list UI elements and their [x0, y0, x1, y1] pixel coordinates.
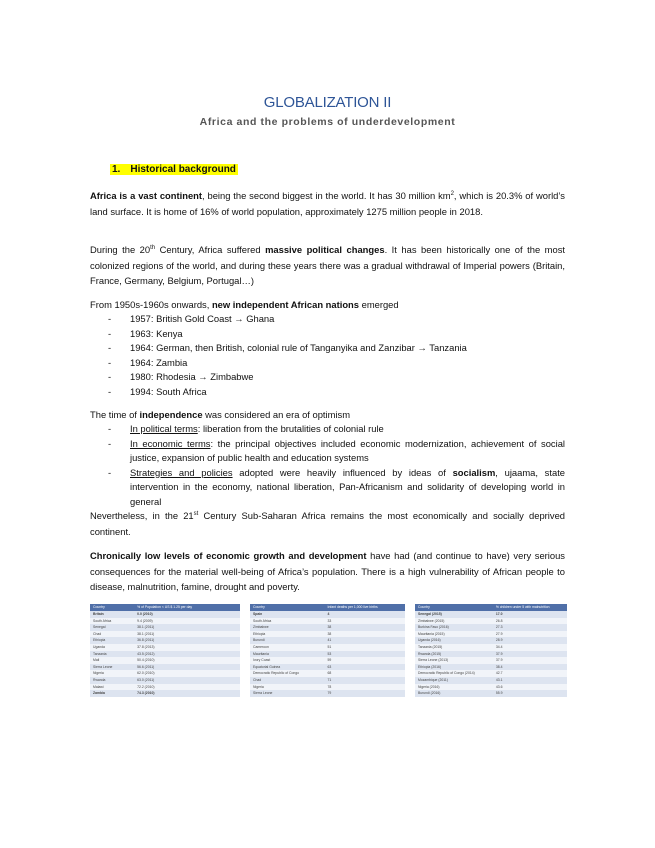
- table-cell-value: 79: [325, 690, 405, 697]
- table-cell-country: Spain: [250, 611, 325, 618]
- table-row: [90, 677, 240, 684]
- table-row: [250, 651, 405, 658]
- table-row: [250, 684, 405, 691]
- table-cell-value: 4: [325, 611, 405, 618]
- list-item-text: 1963: Kenya: [130, 327, 183, 339]
- table-cell-country: Rwanda: [90, 677, 134, 684]
- table-row: [90, 637, 240, 644]
- paragraph-21st-century: [90, 508, 565, 539]
- table-cell-value: 36.8 (2011): [134, 637, 240, 644]
- table-row: [250, 690, 405, 697]
- table-cell-country: Chad: [90, 631, 134, 638]
- list-item-text: 1957: British Gold Coast → Ghana: [130, 313, 275, 324]
- independence-list: [90, 312, 565, 399]
- table-cell-country: Nigeria: [90, 670, 134, 677]
- table-cell-country: Ethiopia: [90, 637, 134, 644]
- optimism-list: [90, 422, 565, 509]
- table-row: [90, 664, 240, 671]
- table-cell-value: 55.9: [493, 690, 567, 697]
- table-row: [250, 670, 405, 677]
- table-cell-country: Uganda: [90, 644, 134, 651]
- table-row: [90, 690, 240, 697]
- table-cell-value: 38: [325, 631, 405, 638]
- table-cell-country: Nigeria: [250, 684, 325, 691]
- underlined-term: In political terms: [130, 423, 198, 434]
- table-row: [250, 657, 405, 664]
- text: Nevertheless, in the 21: [90, 510, 194, 521]
- text: . It has been historically one of the most colonized regions of the world, and during these years there was a gradual withdrawal of Imperial powers (Britain, France, Germany, Belgium, Portugal…): [90, 244, 565, 286]
- bold-phrase: massive political changes: [265, 244, 385, 255]
- list-item-text: , ujaama, state intervention in the economy, national liberation, Pan-Africanism and solidarity of developing world in general: [130, 466, 566, 507]
- table-cell-country: Democratic Republic of Congo: [250, 670, 325, 677]
- table-cell-value: 68: [325, 670, 405, 677]
- table-cell-country: Zambia: [90, 690, 134, 697]
- table-cell-value: 28.9: [493, 637, 567, 644]
- text: Century, Africa suffered: [155, 244, 266, 255]
- table-cell-value: 53: [325, 651, 405, 658]
- paragraph-independence: [90, 407, 565, 423]
- table-cell-country: Britain: [90, 611, 134, 618]
- table-row: [415, 631, 567, 638]
- table-cell-country: Tanzania (2015): [415, 644, 493, 651]
- table-cell-value: 37.9: [493, 651, 567, 658]
- table-cell-value: 72.2 (2010): [134, 684, 240, 691]
- paragraph-political-changes: [90, 242, 565, 289]
- table-cell-value: 59: [325, 657, 405, 664]
- table-cell-value: 63: [325, 664, 405, 671]
- list-item-text: 1994: South Africa: [130, 385, 207, 397]
- table-header: Infant deaths per 1,000 live births: [325, 604, 405, 611]
- table-cell-country: Zimbabwe: [250, 624, 325, 631]
- table-row: [250, 624, 405, 631]
- table-cell-country: Mauritania (2015): [415, 631, 493, 638]
- table-row: [90, 618, 240, 625]
- text: , which is 20.3% of world’s land surface. It is home of 16% of world population, approximately 1275 million people in 2018.: [90, 190, 565, 217]
- table-cell-country: Mozambique (2011): [415, 677, 493, 684]
- table-cell-country: Cameroon: [250, 644, 325, 651]
- table-row: [415, 624, 567, 631]
- list-item: - Strategies and policies adopted were heavily influenced by ideas of socialism, ujaama, state intervention in the economy, national liberation, Pan-Africanism and solidarity of developing world in general: [108, 466, 566, 507]
- table-cell-value: 38.1 (2011): [134, 631, 240, 638]
- table-cell-value: 17.0: [493, 611, 567, 618]
- table-row: [415, 690, 567, 697]
- table-header: Country: [90, 604, 134, 611]
- section-heading: [110, 164, 238, 175]
- table-cell-country: Senegal (2015): [415, 611, 493, 618]
- table-cell-value: 27.3: [493, 624, 567, 631]
- section-number: 1.: [112, 164, 121, 175]
- section-highlight: [110, 164, 238, 175]
- table-row: [415, 644, 567, 651]
- table-row: [90, 611, 240, 618]
- table-row: [415, 637, 567, 644]
- page-title: GLOBALIZATION II: [263, 94, 392, 111]
- table-cell-value: 71: [325, 677, 405, 684]
- table-cell-country: Sierra Leone (2013): [415, 657, 493, 664]
- table-row: [90, 684, 240, 691]
- table-cell-country: Democratic Republic of Congo (2014): [415, 670, 493, 677]
- table-cell-value: 63.0 (2011): [134, 677, 240, 684]
- table-row: [250, 637, 405, 644]
- list-item-text: 1964: Zambia: [130, 356, 188, 368]
- text: have had (and continue to have) very serious consequences for the material well-being of Africa’s population. There is a high vulnerability of African people to disease, malnutrition, famine, drought and poverty.: [90, 550, 565, 592]
- bold-phrase: new independent African nations: [211, 299, 359, 310]
- table-cell-country: Rwanda (2015): [415, 651, 493, 658]
- table-row: [415, 618, 567, 625]
- paragraph-new-nations: [90, 297, 565, 313]
- table-cell-country: Burkina Faso (2016): [415, 624, 493, 631]
- list-item: - 1957: British Gold Coast → Ghana: [108, 313, 275, 324]
- table-cell-value: 37.8 (2013): [134, 644, 240, 651]
- table-cell-value: 43.5 (2012): [134, 651, 240, 658]
- table-cell-value: 0.0 (2010): [134, 611, 240, 618]
- table-cell-value: 38.4: [493, 664, 567, 671]
- table-cell-value: 26.8: [493, 618, 567, 625]
- table-row: [415, 611, 567, 618]
- list-item-text: adopted were heavily influenced by ideas of: [232, 466, 453, 478]
- list-item-text: 1964: German, then British, colonial rule of Tanganyika and Zanzibar → Tanzania: [130, 342, 467, 353]
- table-cell-value: 33: [325, 618, 405, 625]
- table-row: [250, 644, 405, 651]
- table-cell-value: 9.4 (2009): [134, 618, 240, 625]
- list-item: - 1964: Zambia: [108, 356, 188, 368]
- table-cell-value: 43.1: [493, 677, 567, 684]
- paragraph-low-growth: [90, 548, 565, 595]
- table-cell-country: Burundi: [250, 637, 325, 644]
- table-cell-country: Zimbabwe (2015): [415, 618, 493, 625]
- list-item: - In economic terms: the principal objectives included economic modernization, achievement of social justice, expansion of public health and education systems: [108, 437, 565, 463]
- bold-phrase: Africa is a vast continent: [90, 190, 203, 201]
- text: Century Sub-Saharan Africa remains the most economically and socially deprived continent.: [90, 510, 565, 537]
- table-cell-country: Equatorial Guinea: [250, 664, 325, 671]
- table-row: [415, 651, 567, 658]
- table-row: [250, 611, 405, 618]
- table-row: [415, 684, 567, 691]
- list-item-text: 1980: Rhodesia → Zimbabwe: [130, 371, 254, 382]
- poverty-table: [90, 604, 240, 697]
- table-row: [90, 670, 240, 677]
- table-cell-country: Malawi: [90, 684, 134, 691]
- infant-deaths-table: [250, 604, 405, 697]
- table-cell-country: Chad: [250, 677, 325, 684]
- superscript: th: [150, 244, 156, 251]
- table-cell-value: 43.6: [493, 684, 567, 691]
- table-row: [415, 670, 567, 677]
- table-cell-country: Ivory Coast: [250, 657, 325, 664]
- page-subtitle: Africa and the problems of underdevelopment: [199, 116, 456, 128]
- text: , being the second biggest in the world. It has 30 million km: [202, 190, 451, 201]
- table-row: [415, 657, 567, 664]
- table-cell-value: 50.4 (2010): [134, 657, 240, 664]
- table-row: [250, 677, 405, 684]
- table-cell-value: 62.0 (2010): [134, 670, 240, 677]
- bold-phrase: Chronically low levels of economic growth and development: [90, 550, 367, 561]
- table-cell-value: 78: [325, 684, 405, 691]
- list-item: - 1994: South Africa: [108, 385, 207, 397]
- text: was considered an era of optimism: [202, 409, 351, 420]
- table-row: [90, 644, 240, 651]
- table-cell-value: 41: [325, 637, 405, 644]
- table-row: [250, 618, 405, 625]
- list-item: - 1980: Rhodesia → Zimbabwe: [108, 371, 254, 382]
- underlined-term: In economic terms: [130, 437, 211, 449]
- superscript: st: [193, 510, 199, 517]
- underlined-term: Strategies and policies: [130, 466, 233, 478]
- table-cell-country: South Africa: [90, 618, 134, 625]
- table-cell-country: Mali: [90, 657, 134, 664]
- table-header: Country: [250, 604, 325, 611]
- table-cell-value: 51: [325, 644, 405, 651]
- paragraph-africa-size: [90, 188, 565, 219]
- list-item-text: : the principal objectives included economic modernization, achievement of social justice, expansion of public health and education systems: [130, 437, 565, 463]
- text: From 1950s-1960s onwards,: [90, 299, 212, 310]
- table-cell-value: 38.1 (2011): [134, 624, 240, 631]
- table-row: [250, 631, 405, 638]
- section-title: Historical background: [130, 164, 236, 175]
- table-cell-country: Ethiopia: [250, 631, 325, 638]
- bold-phrase: socialism: [452, 466, 496, 478]
- table-cell-country: Ethiopia (2016): [415, 664, 493, 671]
- table-cell-country: Uganda (2016): [415, 637, 493, 644]
- list-item-text: : liberation from the brutalities of colonial rule: [197, 423, 384, 434]
- table-row: [90, 624, 240, 631]
- table-cell-value: 56.6 (2011): [134, 664, 240, 671]
- table-cell-country: Mauritania: [250, 651, 325, 658]
- table-cell-country: Burundi (2016): [415, 690, 493, 697]
- table-row: [90, 651, 240, 658]
- table-cell-value: 42.7: [493, 670, 567, 677]
- table-header: % children under 5 with malnutrition: [493, 604, 567, 611]
- table-cell-value: 37.9: [493, 657, 567, 664]
- table-cell-value: 38: [325, 624, 405, 631]
- list-item: - 1963: Kenya: [108, 327, 183, 339]
- table-cell-value: 27.9: [493, 631, 567, 638]
- table-cell-value: 74.3 (2010): [134, 690, 240, 697]
- table-cell-country: Senegal: [90, 624, 134, 631]
- table-row: [90, 657, 240, 664]
- table-cell-country: Tanzania: [90, 651, 134, 658]
- table-cell-country: Sierra Leone: [250, 690, 325, 697]
- text: emerged: [359, 299, 399, 310]
- table-header: Country: [415, 604, 493, 611]
- table-row: [250, 664, 405, 671]
- table-cell-country: South Africa: [250, 618, 325, 625]
- table-cell-value: 34.4: [493, 644, 567, 651]
- table-cell-country: Sierra Leone: [90, 664, 134, 671]
- list-item: - 1964: German, then British, colonial rule of Tanganyika and Zanzibar → Tanzania: [108, 342, 467, 353]
- list-item: - In political terms: liberation from the brutalities of colonial rule: [108, 423, 384, 434]
- table-cell-country: Nigeria (2016): [415, 684, 493, 691]
- table-row: [415, 664, 567, 671]
- table-header: % of Population < US $ 1.25 per day: [134, 604, 240, 611]
- text: During the 20: [90, 244, 151, 255]
- bold-phrase: independence: [139, 409, 203, 420]
- malnutrition-table: [415, 604, 567, 697]
- table-row: [415, 677, 567, 684]
- table-row: [90, 631, 240, 638]
- text: The time of: [90, 409, 140, 420]
- superscript: 2: [450, 190, 454, 197]
